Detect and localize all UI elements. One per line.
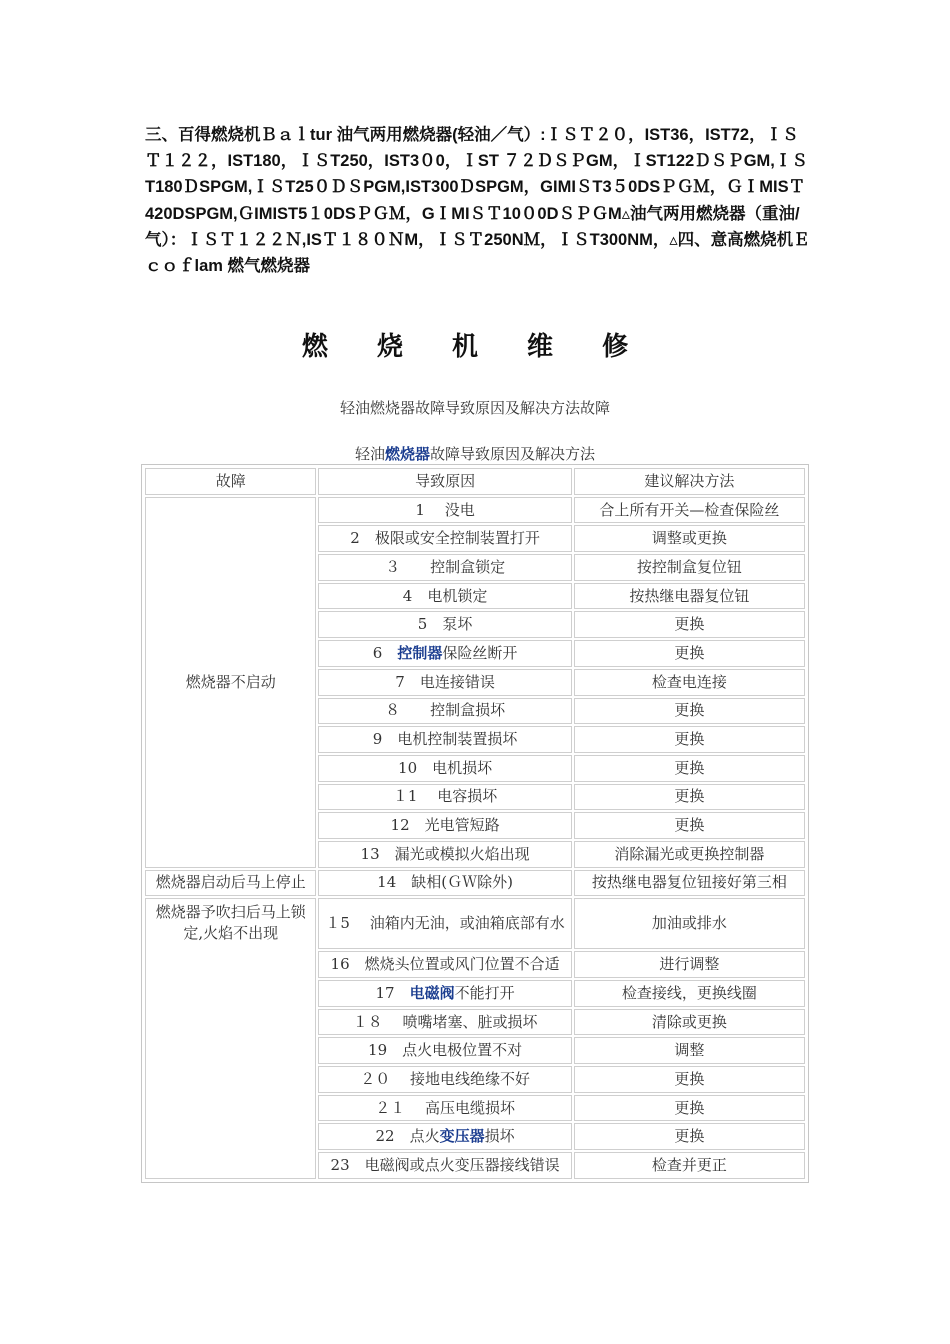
- solution-cell: 合上所有开关—检查保险丝: [574, 497, 805, 524]
- solution-cell: 调整或更换: [574, 525, 805, 552]
- solution-cell: 更换: [574, 1123, 805, 1150]
- caption-prefix: 轻油: [354, 445, 385, 463]
- page-title: 燃 烧 机 维 修: [301, 332, 649, 362]
- cause-cell: 2 极限或安全控制装置打开: [318, 525, 571, 552]
- solution-cell: 更换: [574, 784, 805, 811]
- link-transformer[interactable]: 变压器: [439, 1127, 485, 1146]
- table-caption: [0, 443, 950, 464]
- solution-cell: 消除漏光或更换控制器: [574, 841, 805, 868]
- cause-cell: 14 缺相(ＧＷ除外): [318, 870, 571, 897]
- solution-cell: 加油或排水: [574, 898, 805, 949]
- solution-cell: 进行调整: [574, 951, 805, 978]
- cause-cell: 13 漏光或模拟火焰出现: [318, 841, 571, 868]
- solution-cell: 更换: [574, 726, 805, 753]
- table-row: [145, 870, 805, 897]
- cause-prefix: 17: [375, 983, 410, 1002]
- fault-cell: 燃烧器予吹扫后马上锁定,火焰不出现: [145, 898, 316, 1179]
- solution-cell: 更换: [574, 698, 805, 725]
- cause-cell: ２０ 接地电线绝缘不好: [318, 1066, 571, 1093]
- cause-cell: 1 没电: [318, 497, 571, 524]
- link-solenoid-valve[interactable]: 电磁阀: [409, 983, 455, 1002]
- cause-prefix: 6: [372, 643, 398, 662]
- cause-cell: １８ 喷嘴堵塞、脏或损坏: [318, 1009, 571, 1036]
- cause-cell: 7 电连接错误: [318, 669, 571, 696]
- cause-prefix: 22 点火: [375, 1127, 440, 1146]
- solution-cell: 更换: [574, 611, 805, 638]
- cause-suffix: 保险丝断开: [442, 643, 518, 662]
- cause-cell: [318, 1123, 571, 1150]
- header-row: [145, 468, 805, 495]
- solution-cell: 清除或更换: [574, 1009, 805, 1036]
- link-controller[interactable]: 控制器: [397, 643, 443, 662]
- fault-table: [141, 464, 809, 1183]
- cause-cell: 10 电机损坏: [318, 755, 571, 782]
- solution-cell: 更换: [574, 755, 805, 782]
- fault-cell: 燃烧器不启动: [145, 497, 316, 868]
- cause-cell: 4 电机锁定: [318, 583, 571, 610]
- header-cause: 导致原因: [318, 468, 571, 495]
- header-solution: 建议解决方法: [574, 468, 805, 495]
- solution-cell: 检查电连接: [574, 669, 805, 696]
- cause-cell: 12 光电管短路: [318, 812, 571, 839]
- solution-cell: 更换: [574, 812, 805, 839]
- solution-cell: 更换: [574, 640, 805, 667]
- caption-link-burner[interactable]: 燃烧器: [384, 445, 430, 463]
- intro-paragraph: 三、百得燃烧机Ｂａｌtur 油气两用燃烧器(轻油／气）:ＩＳＴ２０，IST36，IST72，ＩＳＴ１２２，IST180，ＩＳT250，IST3０0，ＩST ７２ＤＳＰGM，ＩST122ＤＳＰGM,ＩＳT180ＤSPGM,ＩＳT25０ＤＳPGM,IST300ＤSPGM，GIMIＳT3５0DSＰＧＭ，ＧＩMISＴ420DSPGM,ＧIMIST5１0DSＰＧＭ，GＩMIＳＴ10０0DＳＰＧM▵油气两用燃烧器（重油/气）：ＩＳＴ１２２Ｎ,ISＴ１８０ＮM，ＩＳＴ250NＭ，ＩＳT300NM，▵四、意高燃烧机Ｅｃｏｆlam 燃气燃烧器: [145, 126, 810, 276]
- cause-cell: [318, 640, 571, 667]
- cause-cell: １5 油箱内无油，或油箱底部有水: [318, 898, 571, 949]
- table-row: [145, 497, 805, 524]
- solution-cell: 按热继电器复位钮: [574, 583, 805, 610]
- cause-cell: [318, 980, 571, 1007]
- cause-cell: 16 燃烧头位置或风门位置不合适: [318, 951, 571, 978]
- fault-cell: 燃烧器启动后马上停止: [145, 870, 316, 897]
- solution-cell: 调整: [574, 1037, 805, 1064]
- subtitle: 轻油燃烧器故障导致原因及解决方法故障: [339, 399, 610, 417]
- cause-cell: 19 点火电极位置不对: [318, 1037, 571, 1064]
- solution-cell: 检查并更正: [574, 1152, 805, 1179]
- cause-suffix: 不能打开: [454, 983, 515, 1002]
- header-fault: 故障: [145, 468, 316, 495]
- cause-cell: 9 电机控制装置损坏: [318, 726, 571, 753]
- caption-suffix: 故障导致原因及解决方法: [430, 445, 596, 463]
- cause-cell: １1 电容损坏: [318, 784, 571, 811]
- solution-cell: 按控制盒复位钮: [574, 554, 805, 581]
- cause-cell: ３ 控制盒锁定: [318, 554, 571, 581]
- cause-cell: ８ 控制盒损坏: [318, 698, 571, 725]
- cause-suffix: 损坏: [484, 1127, 515, 1146]
- solution-cell: 按热继电器复位钮接好第三相: [574, 870, 805, 897]
- solution-cell: 更换: [574, 1066, 805, 1093]
- cause-cell: ２１ 高压电缆损坏: [318, 1095, 571, 1122]
- table-row: [145, 898, 805, 949]
- solution-cell: 更换: [574, 1095, 805, 1122]
- solution-cell: 检查接线，更换线圈: [574, 980, 805, 1007]
- cause-cell: 5 泵坏: [318, 611, 571, 638]
- cause-cell: 23 电磁阀或点火变压器接线错误: [318, 1152, 571, 1179]
